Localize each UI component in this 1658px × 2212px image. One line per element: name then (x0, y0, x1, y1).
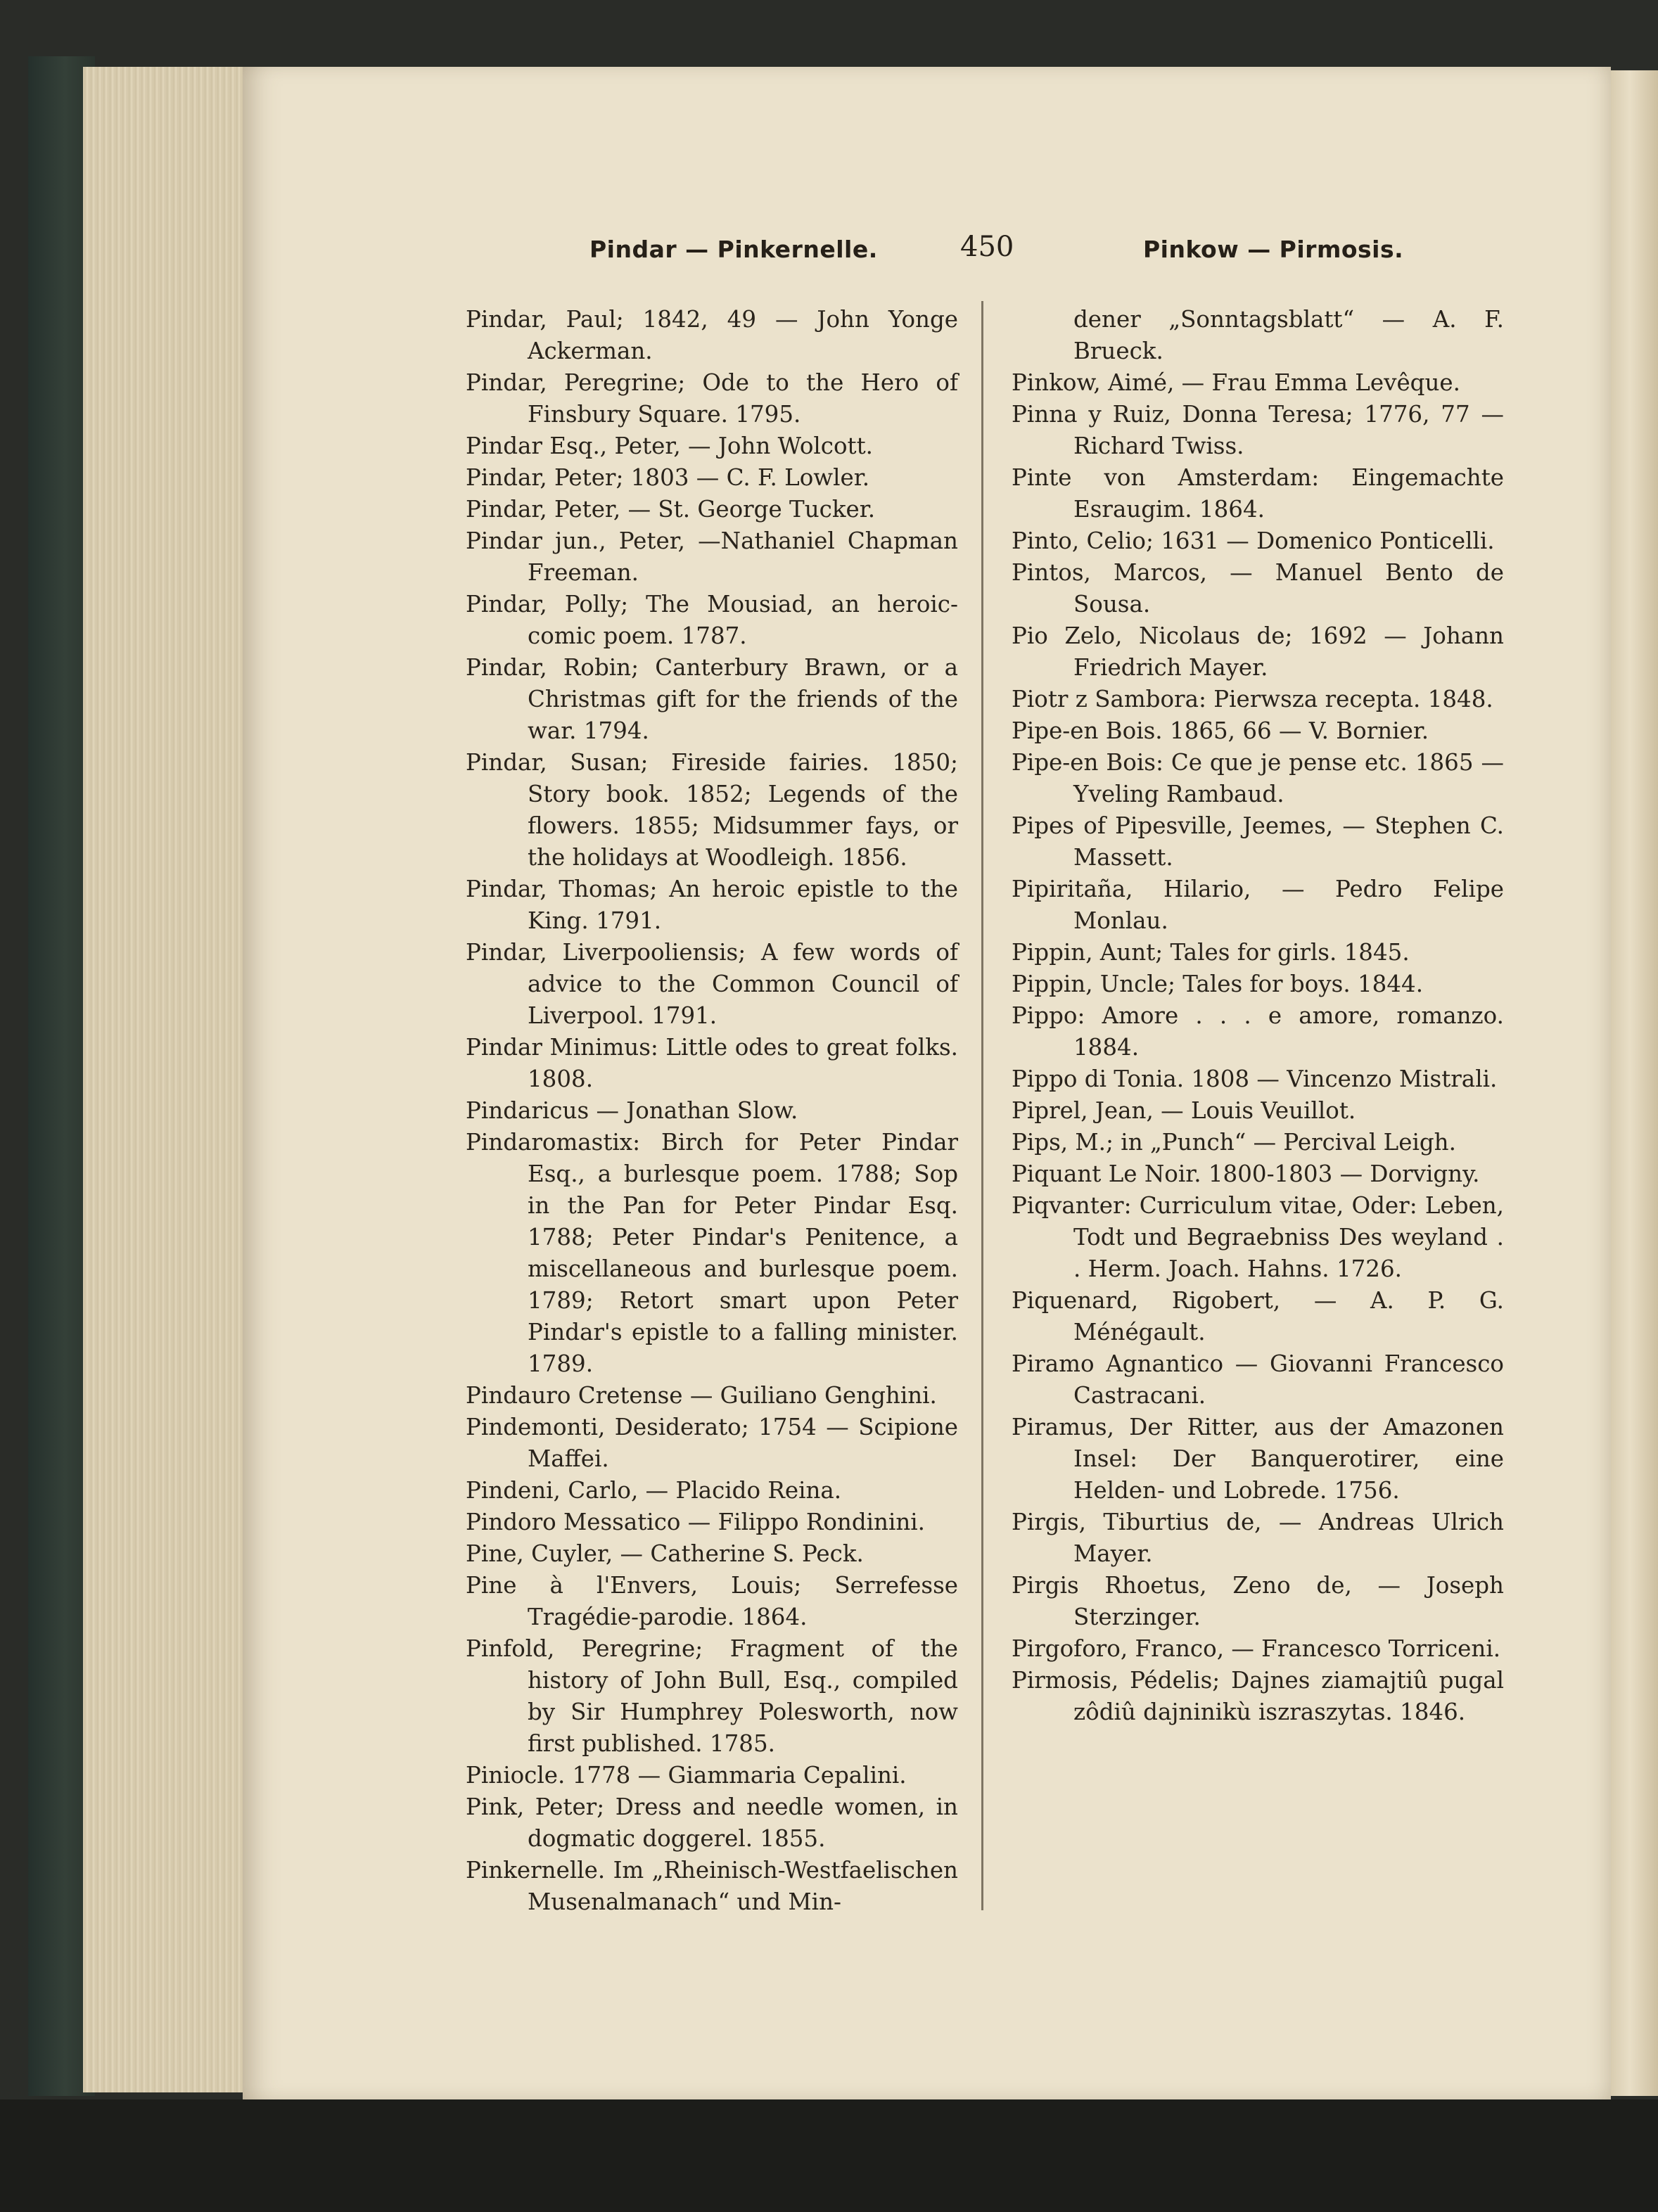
index-entry: Pippin, Aunt; Tales for girls. 1845. (1012, 939, 1410, 966)
index-entry: Pipe-en Bois. 1865, 66 — V. Bornier. (1012, 717, 1429, 744)
index-entry: Pindeni, Carlo, — Placido Reina. (466, 1477, 842, 1504)
index-entry: Pindar, Peregrine; Ode to the Hero of Finsbury Square. 1795. (466, 369, 958, 428)
index-entry: Pindar jun., Peter, —Nathaniel Chapman Freeman. (466, 528, 958, 586)
index-entry: Pine à l'Envers, Louis; Serrefesse Tragédie-parodie. 1864. (466, 1572, 958, 1630)
index-entry: Pinkow, Aimé, — Frau Emma Levêque. (1012, 369, 1460, 396)
index-entry: Pirgis, Tiburtius de, — Andreas Ulrich Mayer. (1012, 1509, 1504, 1567)
index-entry: Pio Zelo, Nicolaus de; 1692 — Johann Friedrich Mayer. (1012, 622, 1504, 681)
index-entry: Pinto, Celio; 1631 — Domenico Ponticelli. (1012, 528, 1495, 554)
index-entry: Pindar, Paul; 1842, 49 — John Yonge Ackerman. (466, 306, 958, 364)
index-entry: Pindar, Peter, — St. George Tucker. (466, 496, 876, 523)
index-entry: Pinna y Ruiz, Donna Teresa; 1776, 77 — Richard Twiss. (1012, 401, 1504, 459)
index-entry: Piramo Agnantico — Giovanni Francesco Castracani. (1012, 1350, 1504, 1409)
index-entry: Pindaricus — Jonathan Slow. (466, 1097, 798, 1124)
index-entry: Pippo: Amore . . . e amore, romanzo. 1884. (1012, 1002, 1504, 1061)
index-entry: Piquant Le Noir. 1800-1803 — Dorvigny. (1012, 1161, 1480, 1187)
index-entry: Pindar, Susan; Fireside fairies. 1850; Story book. 1852; Legends of the flowers. 1855; Midsummer fays, or the holidays at Woodleigh. 1856. (466, 749, 958, 871)
index-entry: Pintos, Marcos, — Manuel Bento de Sousa. (1012, 559, 1504, 618)
index-entry: Pipe-en Bois: Ce que je pense etc. 1865 — Yveling Rambaud. (1012, 749, 1504, 807)
index-entry: Pindar, Polly; The Mousiad, an heroic-comic poem. 1787. (466, 591, 958, 649)
page-number: 450 (960, 231, 1014, 263)
index-entry: Pindar, Thomas; An heroic epistle to the King. 1791. (466, 876, 958, 934)
index-entry: Piniocle. 1778 — Giammaria Cepalini. (466, 1762, 907, 1789)
index-entry: Piotr z Sambora: Pierwsza recepta. 1848. (1012, 686, 1493, 712)
index-entry: Pindar Esq., Peter, — John Wolcott. (466, 433, 874, 459)
index-entry: Pirgis Rhoetus, Zeno de, — Joseph Sterzinger. (1012, 1572, 1504, 1630)
index-entry: Pinkernelle. Im „Rheinisch-Westfaelischen Musenalmanach“ und Min- (466, 1857, 958, 1915)
index-entry: Pipiritaña, Hilario, — Pedro Felipe Monlau. (1012, 876, 1504, 934)
index-entry: Pindoro Messatico — Filippo Rondinini. (466, 1509, 926, 1535)
index-entry: Pindar, Liverpooliensis; A few words of advice to the Common Council of Liverpool. 1791. (466, 939, 958, 1029)
page-edges (83, 67, 248, 2092)
index-entry: Piqvanter: Curriculum vitae, Oder: Leben, Todt und Begraebniss Des weyland . . Herm. Joach. Hahns. 1726. (1012, 1192, 1504, 1282)
index-entry: Piramus, Der Ritter, aus der Amazonen Insel: Der Banquerotirer, eine Helden- und Lobrede. 1756. (1012, 1414, 1504, 1504)
scan-background (0, 2099, 1658, 2212)
index-entry: Pinfold, Peregrine; Fragment of the history of John Bull, Esq., compiled by Sir Humphrey Polesworth, now first published. 1785. (466, 1635, 958, 1757)
index-entry: Pirgoforo, Franco, — Francesco Torriceni. (1012, 1635, 1501, 1662)
index-entry: Pindemonti, Desiderato; 1754 — Scipione Maffei. (466, 1414, 958, 1472)
index-entry: Pindar, Robin; Canterbury Brawn, or a Christmas gift for the friends of the war. 1794. (466, 654, 958, 744)
left-column (466, 304, 958, 1918)
index-entry: Piquenard, Rigobert, — A. P. G. Ménégault. (1012, 1287, 1504, 1345)
running-head-left: Pindar — Pinkernelle. (589, 236, 878, 263)
index-entry: Pippo di Tonia. 1808 — Vincenzo Mistrali. (1012, 1066, 1498, 1092)
index-entry: Pindauro Cretense — Guiliano Genghini. (466, 1382, 937, 1409)
index-entry: Pippin, Uncle; Tales for boys. 1844. (1012, 971, 1424, 997)
continued-entry: dener „Sonntagsblatt“ — A. F. Brueck. (1073, 306, 1504, 364)
index-entry: Pips, M.; in „Punch“ — Percival Leigh. (1012, 1129, 1456, 1156)
index-entry: Pindar Minimus: Little odes to great folks. 1808. (466, 1034, 958, 1092)
right-column (1012, 304, 1504, 1728)
index-entry: Pipes of Pipesville, Jeemes, — Stephen C. Massett. (1012, 812, 1504, 871)
index-entry: Piprel, Jean, — Louis Veuillot. (1012, 1097, 1356, 1124)
index-entry: Pink, Peter; Dress and needle women, in dogmatic doggerel. 1855. (466, 1794, 958, 1852)
running-head-right: Pinkow — Pirmosis. (1143, 236, 1404, 263)
index-entry: Pindar, Peter; 1803 — C. F. Lowler. (466, 464, 870, 491)
index-entry: Pine, Cuyler, — Catherine S. Peck. (466, 1540, 864, 1567)
index-entry: Pindaromastix: Birch for Peter Pindar Esq., a burlesque poem. 1788; Sop in the Pan for Peter Pindar Esq. 1788; Peter Pindar's Penitence, a miscellaneous and burlesque poem. 1789; Retort smart upon Peter Pindar's epistle to a falling minister. 1789. (466, 1129, 958, 1377)
index-entry: Pinte von Amsterdam: Eingemachte Esraugim. 1864. (1012, 464, 1504, 523)
column-divider (981, 301, 983, 1910)
index-entry: Pirmosis, Pédelis; Dajnes ziamajtiû pugal zôdiû dajninikù iszraszytas. 1846. (1012, 1667, 1504, 1725)
next-page-edge (1611, 70, 1658, 2096)
